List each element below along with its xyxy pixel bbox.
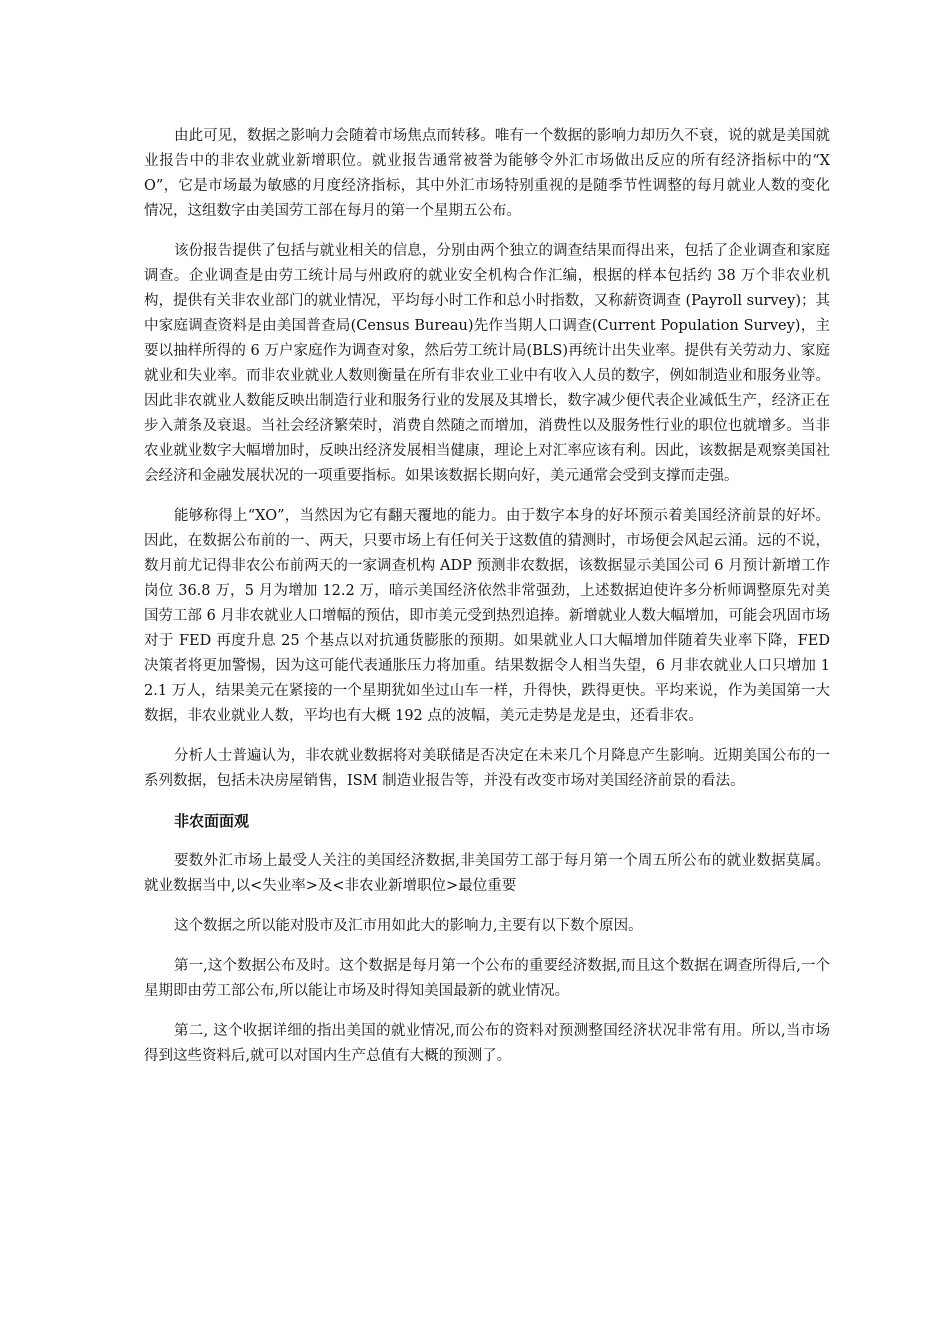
section-paragraph-3: 第一,这个数据公布及时。这个数据是每月第一个公布的重要经济数据,而且这个数据在调查所得后,一个星期即由劳工部公布,所以能让市场及时得知美国最新的就业情况。: [144, 958, 830, 999]
paragraph-2: 该份报告提供了包括与就业相关的信息，分别由两个独立的调查结果而得出来，包括了企业调查和家庭调查。企业调查是由劳工统计局与州政府的就业安全机构合作汇编，根据的样本包括约 38 万个非农业机构，提供有关非农业部门的就业情况，平均每小时工作和总小时指数，又称薪资调查 (Payroll survey)；其中家庭调查资料是由美国普查局(Census Bureau)先作当期人口调查(Current Population Survey)，主要以抽样所得的 6 万户家庭作为调查对象，然后劳工统计局(BLS)再统计出失业率。提供有关劳动力、家庭就业和失业率。而非农业就业人数则衡量在所有非农业工业中有收入人员的数字，例如制造业和服务业等。因此非农就业人数能反映出制造行业和服务行业的发展及其增长，数字减少便代表企业减低生产，经济正在步入萧条及衰退。当社会经济繁荣时，消费自然随之而增加，消费性以及服务性行业的职位也就增多。当非农业就业数字大幅增加时，反映出经济发展相当健康，理论上对汇率应该有利。因此，该数据是观察美国社会经济和金融发展状况的一项重要指标。如果该数据长期向好，美元通常会受到支撑而走强。: [144, 243, 830, 484]
paragraph-3: 能够称得上“XO”，当然因为它有翻天覆地的能力。由于数字本身的好坏预示着美国经济前景的好坏。因此，在数据公布前的一、两天，只要市场上有任何关于这数值的猜测时，市场便会风起云涌。远的不说，数月前尤记得非农公布前两天的一家调查机构 ADP 预测非农数据，该数据显示美国公司 6 月预计新增工作岗位 36.8 万，5 月为增加 12.2 万，暗示美国经济依然非常强劲，上述数据迫使许多分析师调整原先对美国劳工部 6 月非农就业人口增幅的预估，即市美元受到热烈追捧。新增就业人数大幅增加，可能会巩固市场对于 FED 再度升息 25 个基点以对抗通货膨胀的预期。如果就业人口大幅增加伴随着失业率下降，FED 决策者将更加警惕，因为这可能代表通胀压力将加重。结果数据令人相当失望，6 月非农就业人口只增加 12.1 万人，结果美元在紧接的一个星期犹如坐过山车一样，升得快，跌得更快。平均来说，作为美国第一大数据，非农业就业人数，平均也有大概 192 点的波幅，美元走势是龙是虫，还看非农。: [144, 508, 830, 724]
section-paragraph-1: 要数外汇市场上最受人关注的美国经济数据,非美国劳工部于每月第一个周五所公布的就业数据莫属。就业数据当中,以<失业率>及<非农业新增职位>最位重要: [144, 853, 830, 894]
paragraph-4: 分析人士普遍认为，非农就业数据将对美联储是否决定在未来几个月降息产生影响。近期美国公布的一系列数据，包括未决房屋销售，ISM 制造业报告等，并没有改变市场对美国经济前景的看法。: [144, 748, 830, 789]
paragraph-1: 由此可见，数据之影响力会随着市场焦点而转移。唯有一个数据的影响力却历久不衰，说的就是美国就业报告中的非农业就业新增职位。就业报告通常被誉为能够令外汇市场做出反应的所有经济指标中的“XO”，它是市场最为敏感的月度经济指标，其中外汇市场特别重视的是随季节性调整的每月就业人数的变化情况，这组数字由美国劳工部在每月的第一个星期五公布。: [144, 128, 830, 219]
section-paragraph-2: 这个数据之所以能对股市及汇市用如此大的影响力,主要有以下数个原因。: [174, 918, 643, 934]
section-paragraph-4: 第二, 这个收据详细的指出美国的就业情况,而公布的资料对预测整国经济状况非常有用。所以,当市场得到这些资料后,就可以对国内生产总值有大概的预测了。: [144, 1023, 830, 1064]
section-heading: 非农面面观: [174, 812, 250, 830]
